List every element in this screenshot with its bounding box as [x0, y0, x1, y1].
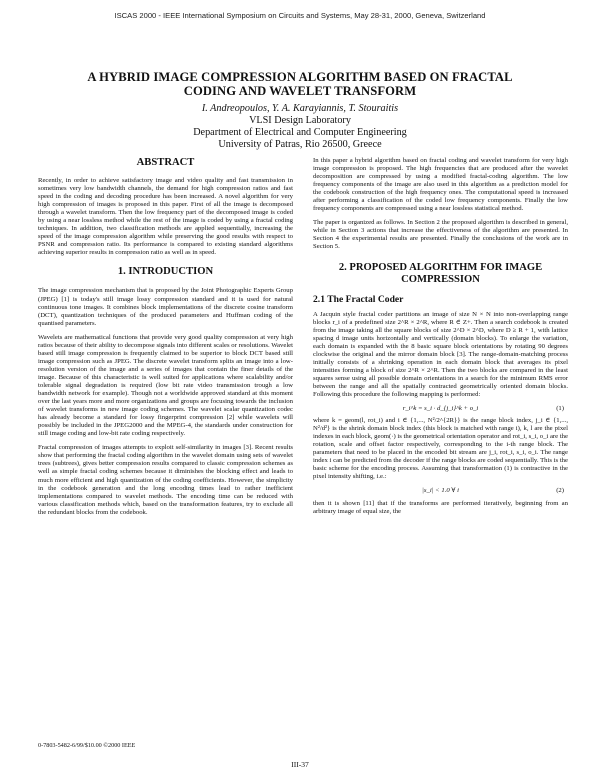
section-2-1-heading: 2.1 The Fractal Coder — [313, 293, 404, 305]
title-line-2: CODING AND WAVELET TRANSFORM — [183, 84, 417, 98]
fractal-coder-paragraph-1: A Jacquin style fractal coder partitions an image of size N × N into non-overlapping range blocks r_i of a predefined size 2^R × 2^R, where R ∈ Z+. Then a search codebook is created from the image taking all the square blocks of size 2^D × 2^D, where D ≥ R + 1, with lattice spacing d image units horizontally and vertically (domain blocks). To enlarge the variation, each domain is expanded with the 8 basic square block orientations by rotating 90 degrees clockwise the original and the mirror domain block [3]. The range-domain-matching process initially consists of a shrinking operation in each domain block that averages its pixel intensities forming a block of size 2^R × 2^R. Then the two blocks are compared in the least squares sense using all possible domain orientations in a search for the minimum RMS error between the range and all the spatially contracted geometrically oriented domain blocks. Following this procedure the following mapping is performed: — [313, 310, 568, 398]
paper-title — [40, 70, 560, 98]
left-column — [38, 157, 293, 523]
intro-paragraph-3: Fractal compression of images attempts to exploit self-similarity in images [3]. Recent results show that performing the fractal coding algorithm in the wavelet domain using sets of wavelet trees (subtrees), gives better compression results compared to classic compression schemes as well as simple fractal coding schemes because it diminishes the blocking effect and leads to much more efficient and high quantization of the coding coefficients. However, the simplicity in the codebook generation and the long encoding times lead to rather inefficient implementations compared to wavelet methods. The encoding time can be reduced with various classification methods which, based on the transformation features, try to exclude all the redundant blocks from the codebook. — [38, 444, 293, 516]
right-paragraph-1: In this paper a hybrid algorithm based on fractal coding and wavelet transform for very high image compression is proposed. The high frequencies that are produced after the wavelet decomposition are compressed by using a modified fractal-coding algorithm. The low frequency components of the image are also used in this algorithm as a prediction model for the codebook construction of the high frequency ones. The computational speed is increased after performing a classification of the coded low frequency components. Finally the low frequency components are compressed using a near lossless statistical method. — [313, 157, 568, 213]
author-block — [100, 103, 500, 151]
page-number: III-37 — [291, 760, 309, 769]
equation-1-number: (1) — [556, 405, 564, 413]
fractal-coder-paragraph-2: where k = geom(l, rot_i) and i ∈ {1,..., N²/2^{2R}} is the range block index, j_i ∈ {1,..., N²/d²} is the shrink domain block index (this block is matched with range i), k, l are the pixel indexes in each block, geom(·) is the geometrical orientation operator and rot_i, s_i, o_i are the rotation, scale and offset factor respectively, corresponding to the i-th range block. The parameters that need to be placed in the encoded bit stream are j_i, rot_i, s_i, o_i. The range index i can be predicted from the decoder if the range blocks are coded sequentially. This is the basic scheme for the encoding process. Assuming that transformation (1) is contractive in the pixel intensity shifting, i.e.: — [313, 417, 568, 481]
equation-1-body: r_i^k = s_i · d_{j_i}^k + o_i — [402, 405, 479, 413]
fractal-coder-paragraph-3: then it is shown [11] that if the transforms are performed iteratively, beginning from an arbitrary image of equal size, the — [313, 499, 568, 515]
affiliation-university: University of Patras, Rio 26500, Greece — [218, 139, 382, 150]
copyright-footer: 0-7803-5482-6/99/$10.00 ©2000 IEEE — [38, 742, 136, 749]
equation-2-body: |s_i| < 1.0 ∀ i — [422, 487, 459, 495]
right-column — [313, 157, 568, 522]
abstract-text: Recently, in order to achieve satisfactory image and video quality and fast transmission in sometimes very low bandwidth channels, the demand for high compression ratios and fast speed in the coding and decoding procedure has been increased. A novel algorithm for very high compression of images is proposed in this paper. First of all the image is decomposed through a wavelet transform. Then the low frequency part of the decomposed image is coded by using a near lossless method while the rest of the image is coded by using a fractal coding techniques. In addition, two classification methods are applied sequentially, increasing the speed of the image compression algorithm while preserving the good results with respect to PSNR and compression ratio. Its performance is compared to existing standard algorithms achieving superior results in compression ratio as well as in speed. — [38, 177, 293, 257]
conference-header: ISCAS 2000 - IEEE International Symposium on Circuits and Systems, May 28-31, 2000, Geneva, Switzerland — [114, 11, 486, 20]
equation-2-number: (2) — [556, 487, 564, 495]
affiliation-department: Department of Electrical and Computer Engineering — [193, 127, 407, 138]
introduction-heading: 1. INTRODUCTION — [117, 266, 214, 278]
equation-1 — [313, 405, 568, 413]
equation-2 — [313, 487, 568, 495]
section-2-heading — [313, 262, 568, 286]
intro-paragraph-2: Wavelets are mathematical functions that provide very good quality compression at very high ratios because of their ability to decompose signals into different scales or resolutions. Wavelet based still image compression is frequently claimed to be superior to block DCT based still image compression such as JPEG. The discrete wavelet transform splits an image into a low-resolution version of the image and a series of images that contain the finer details of the image. Because of this characteristic is well suited for applications where scalability and/or tolerable signal degradation is required (low bit rate video transmission trough a low bandwidth network for example). Though not a worldwide approved standard at this moment over the last years more and more organizations and groups are focusing towards the inclusion of wavelet transforms in new image coding schemes. The wavelet scalar quantization codec has already become a standard for lossy fingerprint compression [2] while wavelets will possibly be included in the JPEG2000 and the MPEG-4, the standards under construction for still image coding and low-bit rate coding respectively. — [38, 333, 293, 438]
author-names: I. Andreopoulos, Y. A. Karayiannis, T. Stouraitis — [201, 103, 399, 114]
section-2-heading-line-1: 2. PROPOSED ALGORITHM FOR IMAGE — [338, 261, 543, 273]
intro-paragraph-1: The image compression mechanism that is proposed by the Joint Photographic Experts Group (JPEG) [1] is today's still image lossy compression standard and it is used for natural continuous tone images. It combines block implementations of the discrete cosine transform (DCT), quantization techniques of the produced parameters and Huffman coding of the quantised parameters. — [38, 287, 293, 327]
section-2-heading-line-2: COMPRESSION — [401, 273, 480, 285]
affiliation-lab: VLSI Design Laboratory — [249, 115, 351, 126]
title-line-1: A HYBRID IMAGE COMPRESSION ALGORITHM BASED ON FRACTAL — [87, 70, 513, 84]
abstract-heading: ABSTRACT — [136, 157, 195, 168]
right-paragraph-2: The paper is organized as follows. In Section 2 the proposed algorithm is described in general, while in Section 3 actions that increase the effectiveness of the algorithm are presented. In Section 4 the experimental results are presented. Finally the conclusions of the work are in Section 5. — [313, 219, 568, 251]
